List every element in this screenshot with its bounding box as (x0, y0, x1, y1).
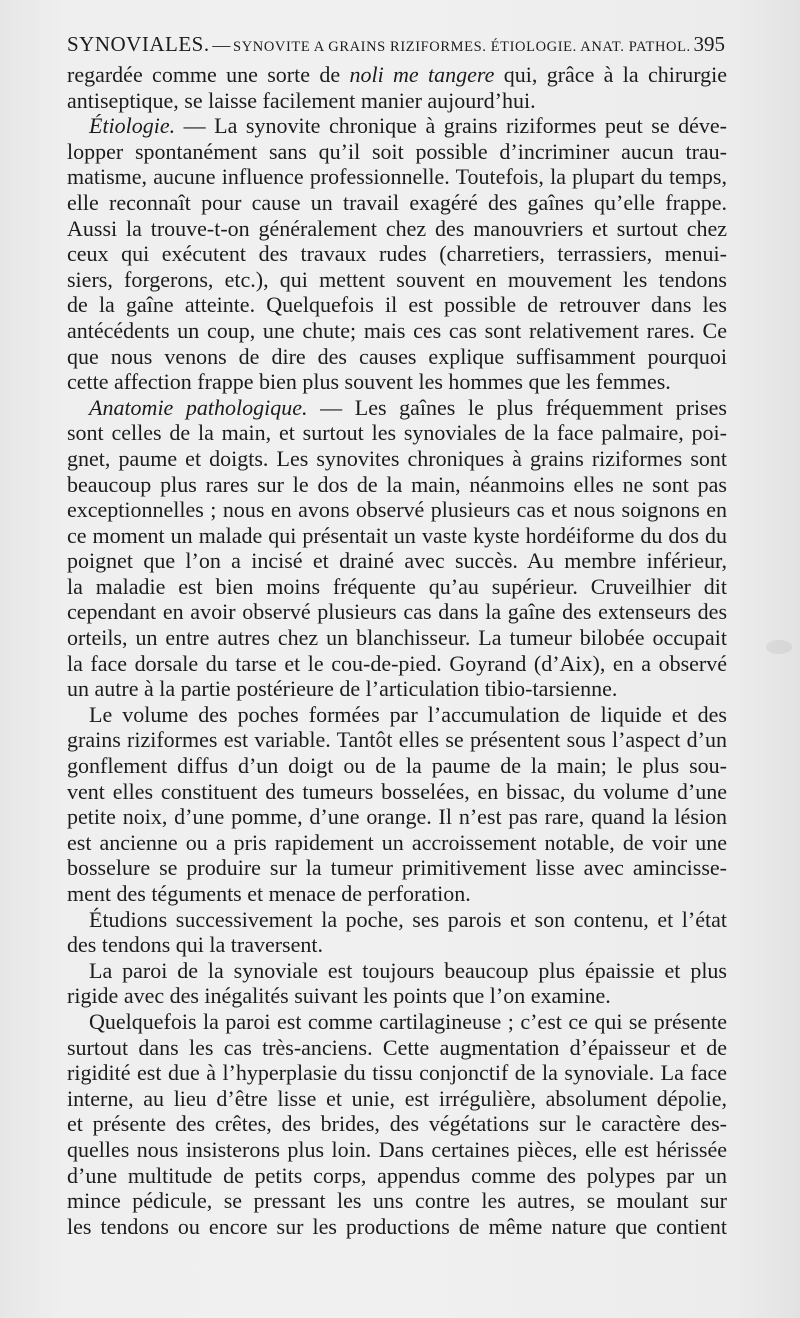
text-line (67, 62, 727, 88)
text-line (67, 1086, 727, 1112)
text-run: surtout dans les cas très-anciens. Cette augmentation d’épaisseur et de (67, 1034, 727, 1060)
text-line (67, 1137, 727, 1163)
text-line (67, 779, 727, 805)
text-line (67, 113, 727, 139)
text-run: elle reconnaît pour cause un travail exagéré des gaînes qu’elle frappe. (67, 189, 727, 215)
text-line (67, 1163, 727, 1189)
text-run: mince pédicule, se pressant les uns contre les autres, se moulant sur (67, 1188, 727, 1214)
text-run: Aussi la trouve-t-on généralement chez des manouvriers et surtout chez (67, 215, 727, 241)
text-run: cependant en avoir observé plusieurs cas dans la gaîne des extenseurs des (67, 599, 727, 625)
text-run: antiseptique, se laisse facilement manier aujourd’hui. (67, 87, 536, 113)
text-run: ce moment un malade qui présentait un vaste kyste hordéiforme du dos du (67, 522, 727, 548)
text-run: la maladie est bien moins fréquente qu’au supérieur. Cruveilhier dit (67, 573, 727, 599)
text-line (67, 702, 727, 728)
text-line (67, 88, 727, 114)
text-line (67, 1188, 727, 1214)
italic-run: Étiologie. (89, 113, 176, 139)
text-run: qui, grâce à la chirurgie (494, 62, 728, 87)
text-run: siers, forgerons, etc.), qui mettent souvent en mouvement les tendons (67, 266, 727, 292)
header-running-title: SYNOVITE A GRAINS RIZIFORMES. ÉTIOLOGIE. ANAT. PATHOL. (233, 39, 691, 55)
text-run: rigide avec des inégalités suivant les points que l’on examine. (67, 983, 611, 1009)
text-run: cette affection frappe bien plus souvent les hommes que les femmes. (67, 369, 671, 395)
text-run: grains riziformes est variable. Tantôt elles se présentent sous l’aspect d’un (67, 727, 727, 753)
text-line (67, 216, 727, 242)
text-run: — Les gaînes le plus fréquemment prises (307, 394, 727, 420)
text-run: de la gaîne atteinte. Quelquefois il est possible de retrouver dans les (67, 292, 727, 318)
text-line (67, 625, 727, 651)
text-run: d’une multitude de petits corps, appendus comme des polypes par un (67, 1162, 727, 1188)
text-line (67, 190, 727, 216)
text-line (67, 395, 727, 421)
text-line (67, 292, 727, 318)
italic-run: noli me tangere (349, 62, 495, 87)
text-line (67, 1060, 727, 1086)
text-run: exceptionnelles ; nous en avons observé plusieurs cas et nous soignons en (67, 497, 727, 523)
text-run: et présente des crêtes, des brides, des végétations sur le caractère des- (67, 1111, 727, 1137)
text-line (67, 369, 727, 395)
text-run: antécédents un coup, une chute; mais ces cas sont relativement rares. Ce (67, 317, 727, 343)
page-number: 395 (693, 32, 725, 56)
text-line (67, 651, 727, 677)
text-line (67, 1035, 727, 1061)
text-line (67, 446, 727, 472)
text-line (67, 548, 727, 574)
text-line (67, 727, 727, 753)
text-run: petite noix, d’une pomme, d’une orange. Il n’est pas rare, quand la lésion (67, 804, 727, 830)
text-run: rigidité est due à l’hyperplasie du tissu conjonctif de la synoviale. La face (67, 1060, 727, 1086)
text-line (67, 472, 727, 498)
text-run: ceux qui exécutent des travaux rudes (charretiers, terrassiers, menui- (67, 241, 727, 267)
text-run: Le volume des poches formées par l’accumulation de liquide et des (89, 701, 727, 727)
text-run: regardée comme une sorte de (67, 62, 350, 87)
text-run: — La synovite chronique à grains riziformes peut se déve- (175, 113, 727, 139)
text-run: matisme, aucune influence professionnelle. Toutefois, la plupart du temps, (67, 164, 727, 190)
text-run: quelles nous insisterons plus loin. Dans certaines pièces, elle est hérissée (67, 1136, 727, 1162)
text-run: la face dorsale du tarse et le cou-de-pied. Goyrand (d’Aix), en a observé (67, 650, 727, 676)
text-run: vent elles constituent des tumeurs bosselées, en bissac, du volume d’une (67, 778, 727, 804)
text-line (67, 344, 727, 370)
text-line (67, 599, 727, 625)
text-line (67, 830, 727, 856)
text-line (67, 983, 727, 1009)
text-run: beaucoup plus rares sur le dos de la main, néanmoins elles ne sont pas (67, 471, 727, 497)
text-line (67, 574, 727, 600)
text-line (67, 318, 727, 344)
paper-stain (766, 640, 792, 654)
text-run: La paroi de la synoviale est toujours beaucoup plus épaissie et plus (89, 957, 727, 983)
text-run: Quelquefois la paroi est comme cartilagineuse ; c’est ce qui se présente (89, 1008, 727, 1034)
text-run: les tendons ou encore sur les productions de même nature que contient (67, 1213, 727, 1239)
text-run: lopper spontanément sans qu’il soit possible d’incriminer aucun trau- (67, 138, 727, 164)
text-run: que nous venons de dire des causes explique suffisamment pourquoi (67, 343, 727, 369)
text-run: des tendons qui la traversent. (67, 932, 323, 958)
text-run: interne, au lieu d’être lisse et unie, est irrégulière, absolument dépolie, (67, 1085, 727, 1111)
text-run: un autre à la partie postérieure de l’articulation tibio-tarsienne. (67, 676, 618, 702)
text-run: poignet que l’on a incisé et drainé avec succès. Au membre inférieur, (67, 548, 727, 574)
text-run: ment des téguments et menace de perforation. (67, 881, 471, 906)
text-run: bosselure se produire sur la tumeur primitivement lisse avec amincisse- (67, 855, 727, 881)
text-line (67, 241, 727, 267)
text-line (67, 139, 727, 165)
body-text (67, 62, 727, 1239)
text-line (67, 676, 727, 702)
text-line (67, 958, 727, 984)
text-line (67, 907, 727, 933)
text-line (67, 881, 727, 907)
text-line (67, 420, 727, 446)
text-line (67, 1111, 727, 1137)
text-line (67, 855, 727, 881)
text-line (67, 523, 727, 549)
italic-run: Anatomie pathologique. (89, 394, 308, 420)
text-run: orteils, un entre autres chez un blanchisseur. La tumeur bilobée occupait (67, 625, 727, 651)
text-line (67, 1214, 727, 1240)
text-run: gonflement diffus d’un doigt ou de la paume de la main; le plus sou- (67, 753, 727, 779)
text-line (67, 804, 727, 830)
text-line (67, 267, 727, 293)
text-line (67, 753, 727, 779)
text-run: Étudions successivement la poche, ses parois et son contenu, et l’état (89, 906, 727, 932)
text-line (67, 497, 727, 523)
text-line (67, 932, 727, 958)
text-run: sont celles de la main, et surtout les synoviales de la face palmaire, poi- (67, 420, 727, 446)
running-header (67, 32, 725, 58)
text-line (67, 164, 727, 190)
header-dash: — (212, 35, 231, 55)
header-section-title: SYNOVIALES. (67, 32, 210, 56)
text-run: est ancienne ou a pris rapidement un accroissement notable, de voir une (67, 829, 727, 855)
text-line (67, 1009, 727, 1035)
text-run: gnet, paume et doigts. Les synovites chroniques à grains riziformes sont (67, 445, 727, 471)
